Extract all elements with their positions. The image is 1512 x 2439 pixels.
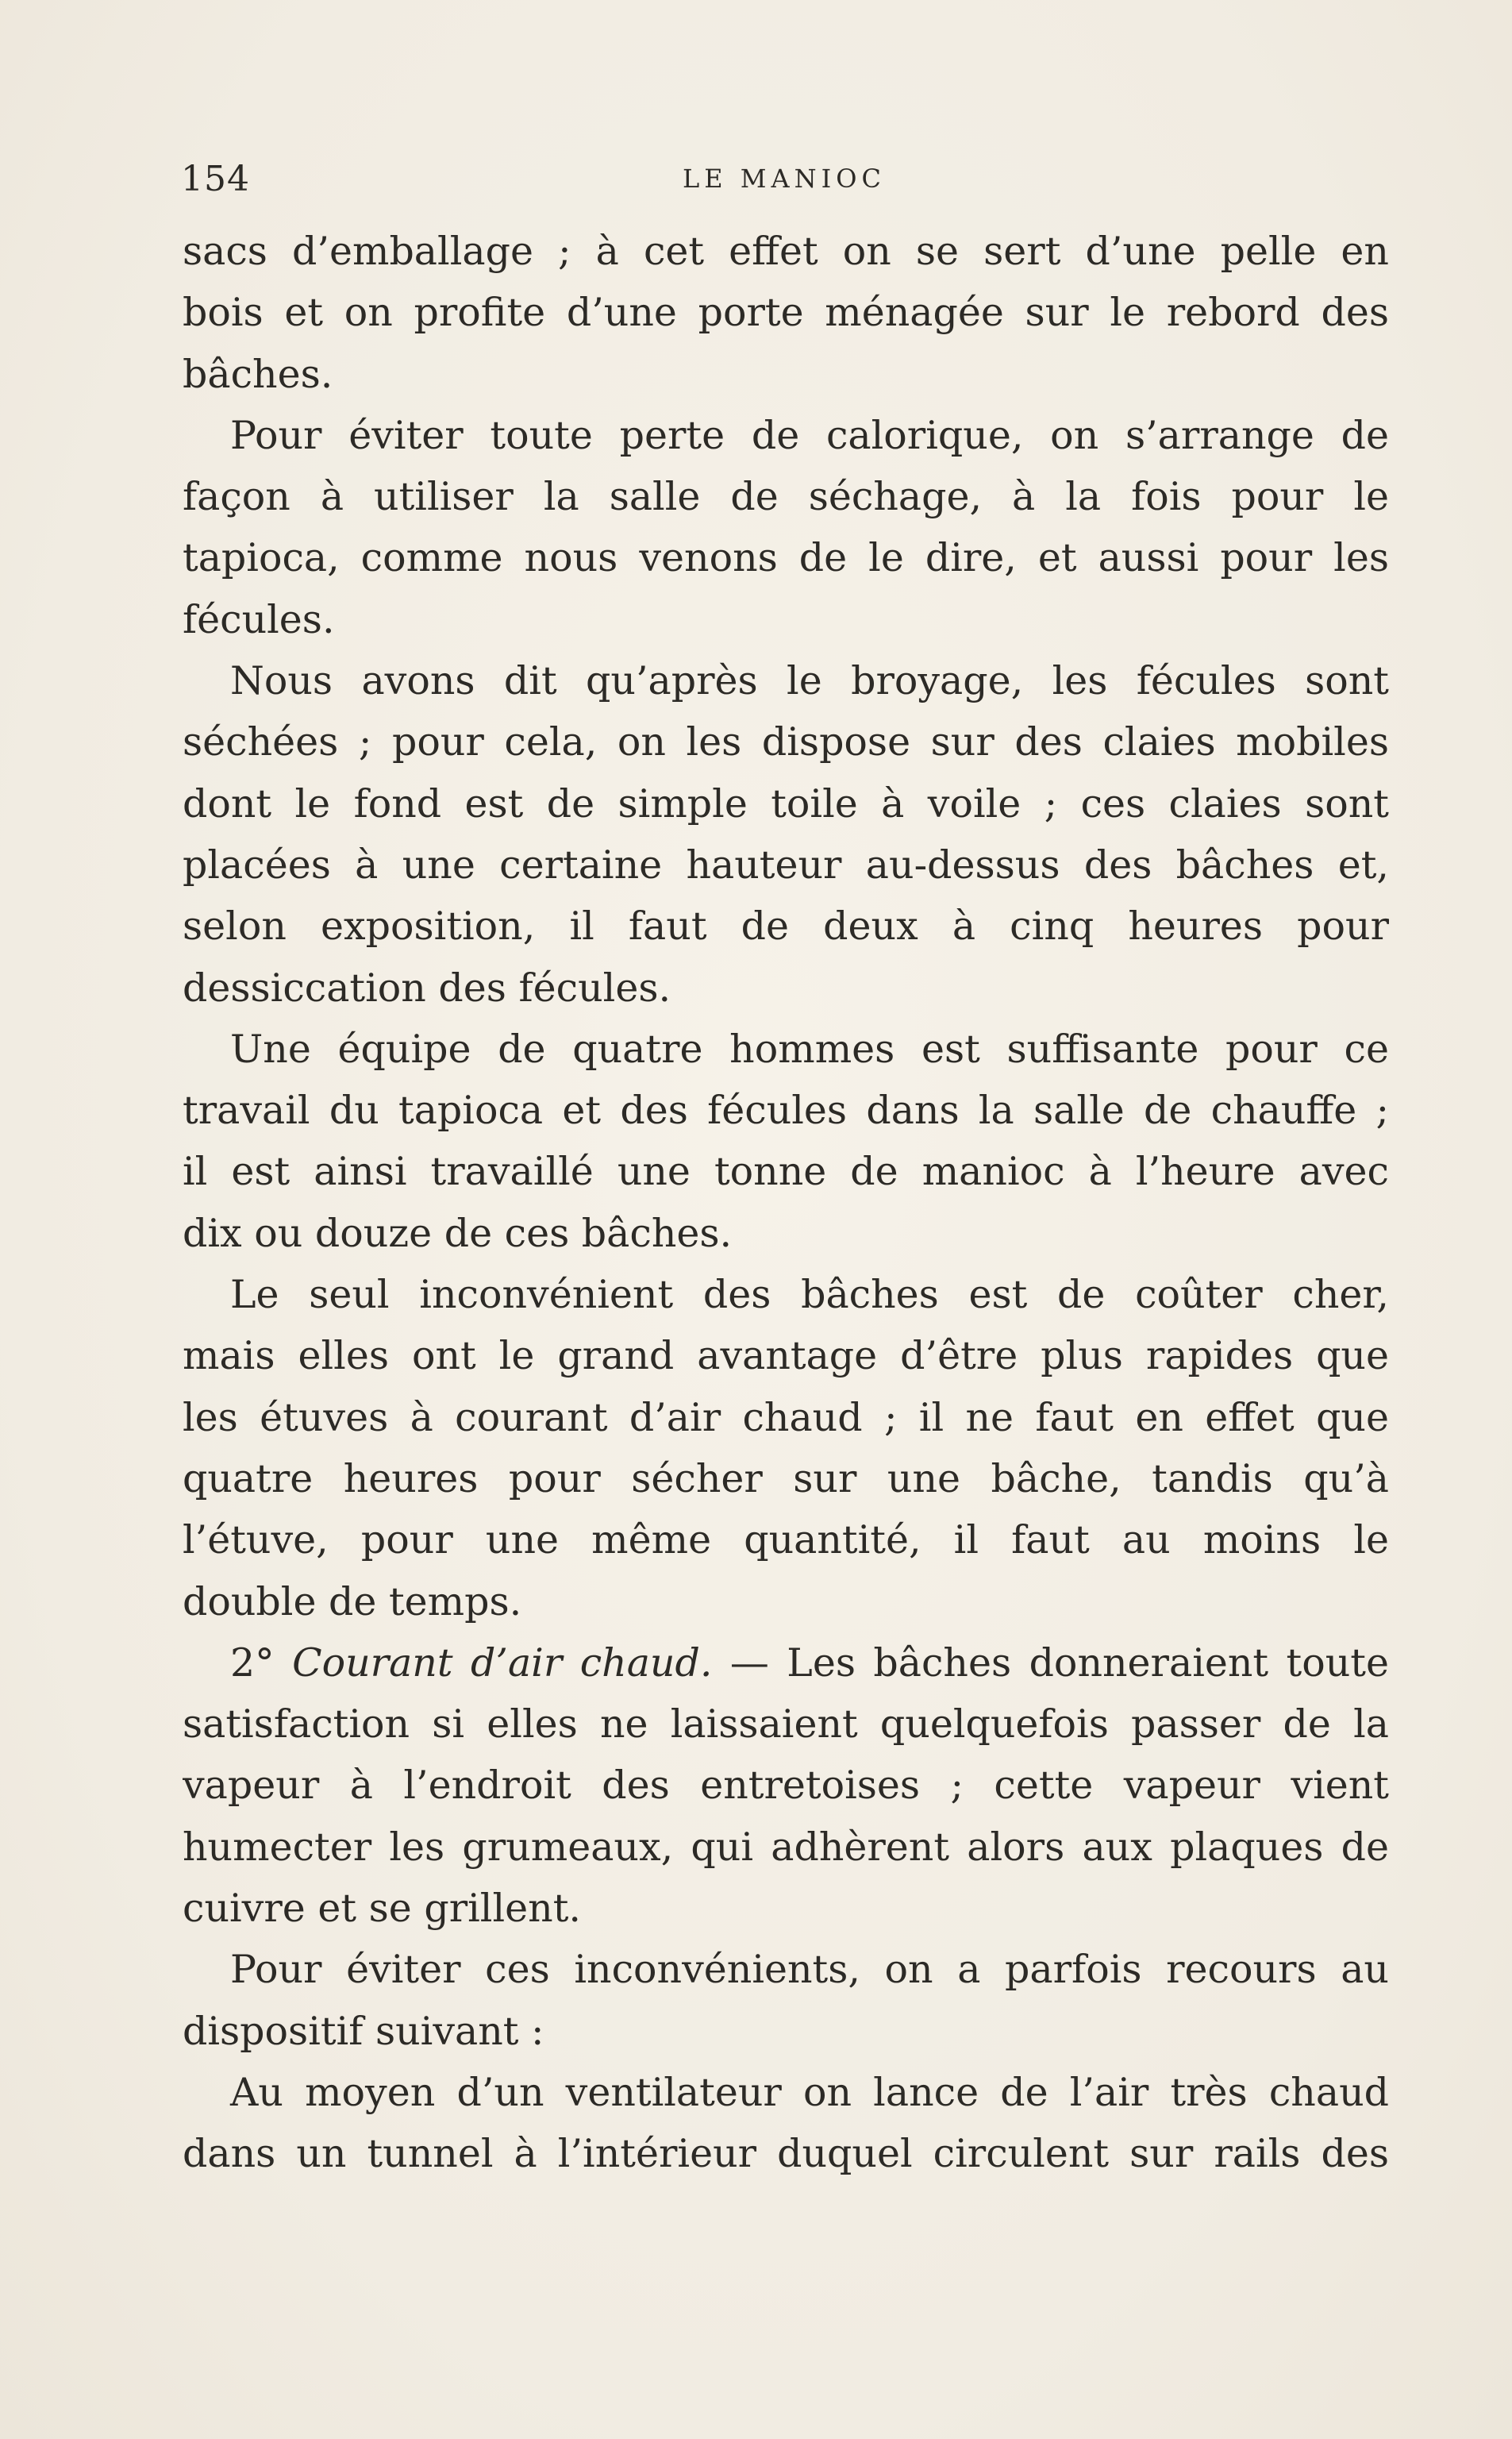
text-line: l’étuve, pour une même quantité, il faut au moins le — [183, 1517, 1389, 1563]
section-heading-line — [183, 1632, 1389, 1693]
text-line: bâches. — [183, 351, 333, 397]
text-line: fécules. — [183, 596, 335, 642]
text-line: satisfaction si elles ne laissaient quelquefois passer de la — [183, 1701, 1389, 1747]
section-title: Courant d’air chaud. — [292, 1639, 713, 1686]
text-line: séchées ; pour cela, on les dispose sur des claies mobiles — [183, 719, 1389, 765]
text-line: travail du tapioca et des fécules dans la salle de chauffe ; — [183, 1088, 1389, 1134]
text-line: les étuves à courant d’air chaud ; il ne faut en effet que — [183, 1394, 1389, 1440]
text-line: Au moyen d’un ventilateur on lance de l’air très chaud — [230, 2069, 1389, 2115]
page-number: 154 — [181, 159, 250, 199]
text-line: bois et on profite d’une porte ménagée sur le rebord des — [183, 290, 1389, 336]
text-line: sacs d’emballage ; à cet effet on se sert d’une pelle en — [183, 229, 1389, 274]
text-line: cuivre et se grillent. — [183, 1886, 581, 1932]
text-line: selon exposition, il faut de deux à cinq heures pour — [183, 904, 1389, 950]
text-line: Le seul inconvénient des bâches est de coûter cher, — [230, 1272, 1389, 1318]
text-line: façon à utiliser la salle de séchage, à la fois pour le — [183, 474, 1389, 520]
text-line: il est ainsi travaillé une tonne de manioc à l’heure avec — [183, 1149, 1389, 1195]
text-line: humecter les grumeaux, qui adhèrent alors aux plaques de — [183, 1824, 1389, 1870]
text-line: dessiccation des fécules. — [183, 965, 671, 1011]
text-line: Pour éviter toute perte de calorique, on s’arrange de — [230, 412, 1389, 458]
text-line: double de temps. — [183, 1578, 522, 1624]
page-header — [181, 159, 1387, 206]
text-line: dix ou douze de ces bâches. — [183, 1210, 733, 1256]
text-line: vapeur à l’endroit des entretoises ; cette vapeur vient — [183, 1763, 1389, 1809]
text-line: Une équipe de quatre hommes est suffisante pour ce — [230, 1026, 1389, 1072]
text-line: Nous avons dit qu’après le broyage, les fécules sont — [230, 658, 1389, 704]
text-line: dont le fond est de simple toile à voile ; ces claies sont — [183, 780, 1389, 826]
text-line: dans un tunnel à l’intérieur duquel circulent sur rails des — [183, 2131, 1389, 2177]
text-line: tapioca, comme nous venons de le dire, et aussi pour les — [183, 535, 1389, 581]
body-text — [183, 221, 1389, 2185]
text-line: mais elles ont le grand avantage d’être plus rapides que — [183, 1333, 1389, 1379]
text-line: placées à une certaine hauteur au-dessus des bâches et, — [183, 842, 1389, 888]
running-title: LE MANIOC — [682, 164, 886, 194]
text-line: quatre heures pour sécher sur une bâche, tandis qu’à — [183, 1455, 1389, 1501]
section-number: 2° — [230, 1639, 293, 1686]
text-line: dispositif suivant : — [183, 2008, 544, 2054]
text-line: Pour éviter ces inconvénients, on a parfois recours au — [230, 1947, 1389, 1993]
section-text: — Les bâches donneraient toute — [712, 1639, 1389, 1686]
